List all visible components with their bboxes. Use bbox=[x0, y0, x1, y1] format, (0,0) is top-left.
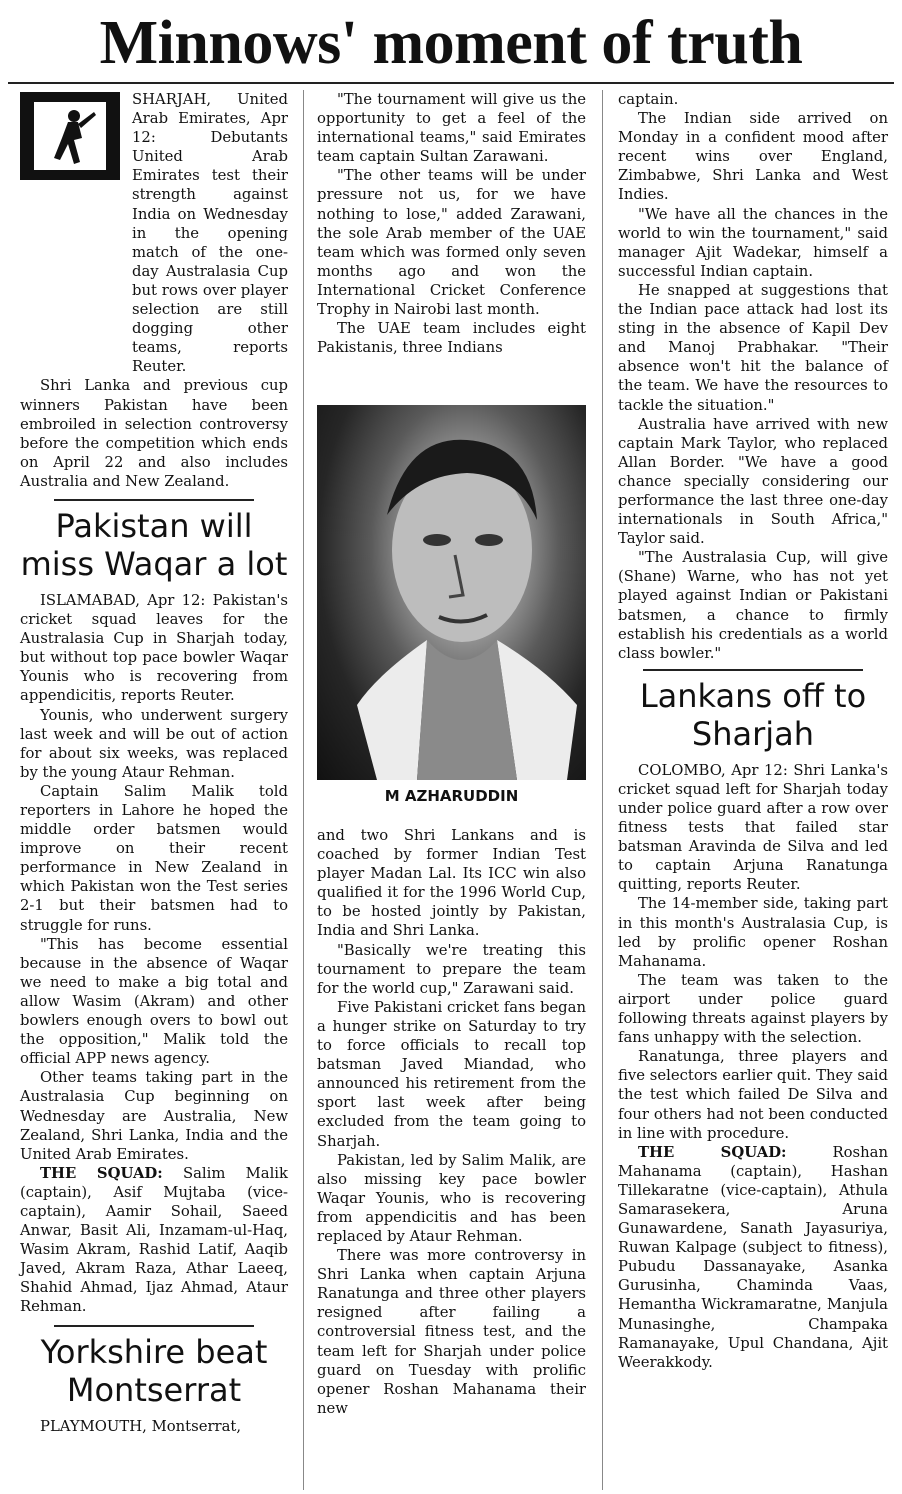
paragraph: The 14-member side, taking part in this month's Australasia Cup, is led by prolific opener Roshan Mahanama. bbox=[618, 895, 888, 970]
column-2 bbox=[317, 90, 586, 357]
section-rule bbox=[643, 669, 863, 671]
subhead-lankans: Lankans off to Sharjah bbox=[639, 676, 867, 753]
paragraph: Captain Salim Malik told reporters in Lahore he hoped the middle order batsmen would improve on their recent performance in New Zealand in which Pakistan won the Test series 2-1 but their batsmen had to struggle for runs. bbox=[20, 782, 288, 934]
squad-paragraph bbox=[618, 1143, 888, 1372]
paragraph: "The Australasia Cup, will give (Shane) Warne, who has not yet played against Indian or Pakistani batsmen, a chance to firmly establish his credentials as a world class bowler." bbox=[618, 549, 888, 662]
column-rule-left bbox=[303, 90, 304, 1490]
section-rule bbox=[54, 499, 254, 501]
paragraph: COLOMBO, Apr 12: Shri Lanka's cricket squad left for Sharjah today under police guard after a row over fitness tests that failed star batsman Aravinda de Silva and led to captain Arjuna Ranatunga quitting, reports Reuter. bbox=[618, 761, 888, 894]
squad-list: Salim Malik (captain), Asif Mujtaba (vice-captain), Aamir Sohail, Saeed Anwar, Basit Ali, Inzamam-ul-Haq, Wasim Akram, Rashid Latif, Aaqib Javed, Akram Raza, Athar Laeeq, Shahid Ahmad, Ijaz Ahmad, Ataur Rehman. bbox=[20, 1164, 288, 1316]
column-rule-right bbox=[602, 90, 603, 1490]
paragraph: "This has become essential because in the absence of Waqar we need to make a big total and allow Wasim (Akram) and other bowlers enough overs to bowl out the opposition," Malik told the official APP news agency. bbox=[20, 935, 288, 1068]
paragraph: He snapped at suggestions that the Indian pace attack had lost its sting in the absence of Kapil Dev and Manoj Prabhakar. "Their absence won't hit the balance of the team. We have the resources to tackle the situation." bbox=[618, 281, 888, 414]
squad-label: THE SQUAD: bbox=[638, 1143, 787, 1161]
squad-list: Roshan Mahanama (captain), Hashan Tillekaratne (vice-captain), Athula Samarasekera, Aruna Gunawardene, Sanath Jayasuriya, Ruwan Kalpage (subject to fitness), Pubudu Dassanayake, Asanka Gurusinha, Chaminda Vaas, Hemantha Wickramaratne, Manjula Munasinghe, Champaka Ramanayake, Upul Chandana, Ajit Weerakkody. bbox=[618, 1143, 888, 1371]
paragraph: PLAYMOUTH, Montserrat, bbox=[40, 1417, 242, 1435]
lede-text: SHARJAH, United Arab Emirates, Apr 12: Debutants United Arab Emirates test their strength against India on Wednesday in the opening match of the one-day Australasia Cup but rows over player selection are still dogging other teams, reports Reuter. bbox=[132, 91, 288, 376]
paragraph: ISLAMABAD, Apr 12: Pakistan's cricket squad leaves for the Australasia Cup in Sharjah today, but without top pace bowler Waqar Younis who is recovering from appendicitis, reports Reuter. bbox=[20, 591, 288, 705]
paragraph: Pakistan, led by Salim Malik, are also missing key pace bowler Waqar Younis, who is recovering from appendicitis and has been replaced by Ataur Rehman. bbox=[317, 1151, 586, 1245]
headline: Minnows' moment of truth bbox=[99, 9, 803, 77]
paragraph: "We have all the chances in the world to win the tournament," said manager Ajit Wadekar, himself a successful Indian captain. bbox=[618, 205, 888, 280]
squad-label: THE SQUAD: bbox=[40, 1164, 163, 1182]
paragraph: "The other teams will be under pressure not us, for we have nothing to lose," added Zarawani, the sole Arab member of the UAE team which was formed only seven months ago and won the International Cricket Conference Trophy in Nairobi last month. bbox=[317, 167, 586, 319]
paragraph: Other teams taking part in the Australasia Cup beginning on Wednesday are Australia, New Zealand, Shri Lanka, India and the United Arab Emirates. bbox=[20, 1069, 288, 1163]
paragraph: and two Shri Lankans and is coached by former Indian Test player Madan Lal. Its ICC win also qualified it for the 1996 World Cup, to be hosted jointly by Pakistan, India and Shri Lanka. bbox=[317, 827, 586, 940]
section-rule bbox=[54, 1325, 254, 1327]
column-2-continued bbox=[317, 826, 586, 1418]
paragraph: There was more controversy in Shri Lanka when captain Arjuna Ranatunga and three other players resigned after failing a controversial fitness test, and the team left for Sharjah under police guard on Tuesday with prolific opener Roshan Mahanama their new bbox=[317, 1247, 586, 1417]
column-3 bbox=[618, 90, 888, 1372]
paragraph: The UAE team includes eight Pakistanis, three Indians bbox=[317, 320, 586, 357]
headline-rule bbox=[8, 82, 894, 84]
paragraph: The Indian side arrived on Monday in a confident mood after recent wins over England, Zimbabwe, Shri Lanka and West Indies. bbox=[618, 110, 888, 204]
paragraph: The team was taken to the airport under police guard following threats against players by fans unhappy with the selection. bbox=[618, 971, 888, 1047]
paragraph: "The tournament will give us the opportunity to get a feel of the international teams," said Emirates team captain Sultan Zarawani. bbox=[317, 91, 586, 166]
paragraph: Shri Lanka and previous cup winners Pakistan have been embroiled in selection controversy before the competition which ends on April 22 and also includes Australia and New Zealand. bbox=[20, 377, 288, 490]
photo-caption: M AZHARUDDIN bbox=[384, 787, 519, 805]
lede-paragraph bbox=[132, 90, 288, 376]
subhead-yorkshire: Yorkshire beat Montserrat bbox=[40, 1332, 268, 1409]
paragraph: Younis, who underwent surgery last week and will be out of action for about six weeks, was replaced by the young Ataur Rehman. bbox=[20, 706, 288, 781]
portrait-image bbox=[317, 405, 586, 780]
paragraph: Ranatunga, three players and five selectors earlier quit. They said the test which failed De Silva and four others had not been conducted in line with procedure. bbox=[618, 1048, 888, 1142]
paragraph: captain. bbox=[618, 91, 679, 108]
paragraph: Five Pakistani cricket fans began a hunger strike on Saturday to try to force officials to recall top batsman Javed Miandad, who announced his retirement from the sport last week after being excluded from the team going to Sharjah. bbox=[317, 998, 586, 1150]
paragraph: "Basically we're treating this tournament to prepare the team for the world cup," Zarawani said. bbox=[317, 941, 586, 997]
column-1 bbox=[20, 90, 288, 1436]
subhead-pakistan: Pakistan will miss Waqar a lot bbox=[20, 506, 288, 583]
squad-paragraph bbox=[20, 1164, 288, 1317]
azharuddin-photo bbox=[317, 405, 586, 780]
paragraph: Australia have arrived with new captain Mark Taylor, who replaced Allan Border. "We have a good chance specially considering our performance the last three one-day internationals in South Africa," Taylor said. bbox=[618, 415, 888, 548]
